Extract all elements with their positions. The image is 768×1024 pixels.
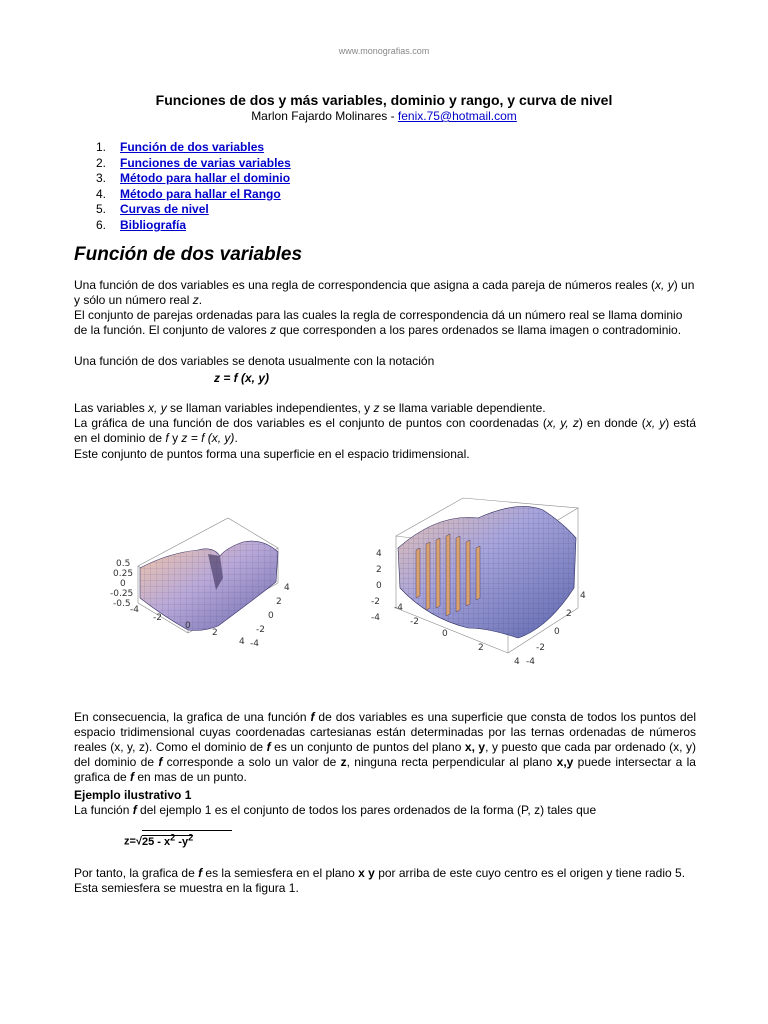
paragraph-graph-definition [74,416,696,446]
y-tick: 0 [268,611,274,621]
toc-link-bibliografia[interactable]: Bibliografía [120,217,187,232]
math-var: f [310,710,315,724]
paragraph-notation: Una función de dos variables se denota usualmente con la notación [74,354,435,368]
sqrt-overline [142,830,232,831]
z-axis-ticks [371,549,382,623]
toc-item [96,202,291,218]
toc-link-metodo-rango[interactable]: Método para hallar el Rango [120,186,281,201]
formula-lhs: z= [124,835,136,848]
math-var: f [165,431,169,445]
toc-number: 3. [96,171,107,186]
x-tick: 0 [185,621,191,631]
section-heading: Función de dos variables [74,244,303,265]
y-tick: 4 [580,591,586,601]
x-tick: 0 [442,629,448,639]
example-title: Ejemplo ilustrativo 1 [74,788,192,802]
paragraph-conclusion [74,866,696,896]
x-tick: 4 [239,637,245,647]
toc-link-metodo-dominio[interactable]: Método para hallar el dominio [120,171,291,186]
text: 25 - x [141,835,171,848]
text: se llama variable dependiente. [379,401,546,415]
toc-item [96,218,291,234]
x-tick: 2 [478,643,484,653]
y-tick: 2 [566,609,572,619]
x-tick: -2 [153,613,162,623]
text: ) en donde ( [578,416,646,430]
text: que corresponden a los pares ordenados se llama imagen o contradominio. [276,323,682,337]
z-tick: 0.25 [113,569,134,579]
y-tick: -2 [536,643,545,653]
text: ) está en el dominio de [74,416,696,445]
paragraph-example [74,803,696,818]
z-tick: 0 [120,579,126,589]
sqrt-symbol: √ [135,835,142,848]
x-tick: 4 [514,657,520,667]
formula-semisphere [124,832,193,848]
site-header[interactable]: www.monografias.com [338,46,430,56]
text: se llaman variables independientes, y [166,401,374,415]
text: Las variables [74,401,149,415]
text: es la semiesfera en el plano [202,866,359,880]
math-var: z = f (x, y) [181,431,235,445]
toc-item [96,140,291,156]
toc-link-curvas-nivel[interactable]: Curvas de nivel [120,202,209,217]
text: . [234,431,238,445]
x-tick: -4 [130,605,139,615]
toc-item [96,171,291,187]
exponent: 2 [188,832,194,842]
math-var: f [198,866,203,880]
text: puede intersectar a la grafica de [74,755,696,784]
y-tick: -2 [256,625,265,635]
math-var: z [340,755,347,769]
x-tick: 2 [212,628,218,638]
z-tick: 0.5 [116,559,131,569]
math-var: x, y [645,416,666,430]
text: y [168,431,182,445]
surface-plot-2 [368,478,588,668]
toc-link-funcion-dos-variables[interactable]: Función de dos variables [120,140,265,154]
z-tick: -0.25 [110,589,134,599]
paragraph-definition [74,278,696,308]
text: El conjunto de parejas ordenadas para las cuales la regla de correspondencia dá un número real se llama dominio de la función. El conjunto de valores [74,308,683,337]
text: de dos variables es una superficie que consta de todos los puntos del espacio tridimensional cuyas coordenadas cartesianas están determinadas por las ternas ordenadas de números reales (x, y, z). Como el dominio de [74,710,697,754]
math-var: z [270,323,277,337]
math-var: x y [358,866,375,880]
toc-link-funciones-varias-variables[interactable]: Funciones de varias variables [120,155,291,170]
formula-z-f-x-y [214,371,269,385]
text: La gráfica de una función de dos variables es el conjunto de puntos con coordenadas ( [74,416,547,430]
z-tick: -2 [371,597,380,607]
y-tick: -4 [526,657,535,667]
toc-item [96,187,291,203]
toc-number: 1. [96,140,107,154]
text: Una función de dos variables es una regla de correspondencia que asigna a cada pareja de números reales ( [74,278,656,292]
x-tick: -4 [394,603,403,613]
text: del ejemplo 1 es el conjunto de todos los pares ordenados de la forma (P, z) tales que [136,803,597,817]
z-axis-ticks [110,559,133,609]
text: , ninguna recta perpendicular al plano [346,755,557,769]
paragraph-surface: Este conjunto de puntos forma una superficie en el espacio tridimensional. [74,447,470,461]
x-tick: -2 [410,617,419,627]
text: La función [74,803,133,817]
author-email-link[interactable]: fenix.75@hotmail.com [397,109,517,123]
z-tick: -4 [371,613,380,623]
math-var: x, y [655,278,674,292]
text: ) un y sólo un número real [74,278,695,307]
toc-number: 5. [96,202,107,217]
text: , y puesto que cada par ordenado (x, y) del dominio de [74,740,696,769]
text: es un conjunto de puntos del plano [270,740,465,754]
paragraph-consequence [74,710,696,785]
math-var: x, y, z [546,416,579,430]
exponent: 2 [170,832,176,842]
paragraph-variables [74,401,696,416]
y-tick: 2 [276,597,282,607]
text: Por tanto, la grafica de [74,866,199,880]
math-var: x, y [464,740,486,754]
text: por arriba de este cuyo centro es el origen y tiene radio 5. Esta semiesfera se muestra en la figura 1. [74,866,686,895]
math-var: z [373,401,380,415]
y-tick: 4 [284,583,290,593]
surface-plot-1 [108,508,308,648]
text: corresponde a solo un valor de [162,755,341,769]
z-tick: 2 [376,565,382,575]
text: -y [175,835,189,848]
paragraph-domain [74,308,696,338]
math-var: x, y [148,401,167,415]
author-name: Marlon Fajardo Molinares - [251,109,398,123]
toc-number: 6. [96,217,107,232]
math-var: x,y [556,755,574,769]
author-line [0,109,768,123]
text: en mas de un punto. [134,770,247,784]
radicand [141,832,194,848]
toc-item [96,156,291,172]
y-tick: 0 [554,627,560,637]
z-tick: -0.5 [113,599,131,609]
z-tick: 4 [376,549,382,559]
table-of-contents [96,140,291,234]
y-tick: -4 [250,639,259,648]
formula-text: z = f (x, y) [214,371,270,385]
math-var: z [192,293,199,307]
text: En consecuencia, la grafica de una función [74,710,311,724]
math-var: f [158,755,163,769]
page-title: Funciones de dos y más variables, dominio y rango, y curva de nivel [155,92,613,108]
toc-number: 2. [96,155,107,170]
math-var: f [130,770,135,784]
z-tick: 0 [376,581,382,591]
math-var: f [132,803,137,817]
toc-number: 4. [96,186,107,201]
math-var: f [266,740,271,754]
text: . [198,293,203,307]
